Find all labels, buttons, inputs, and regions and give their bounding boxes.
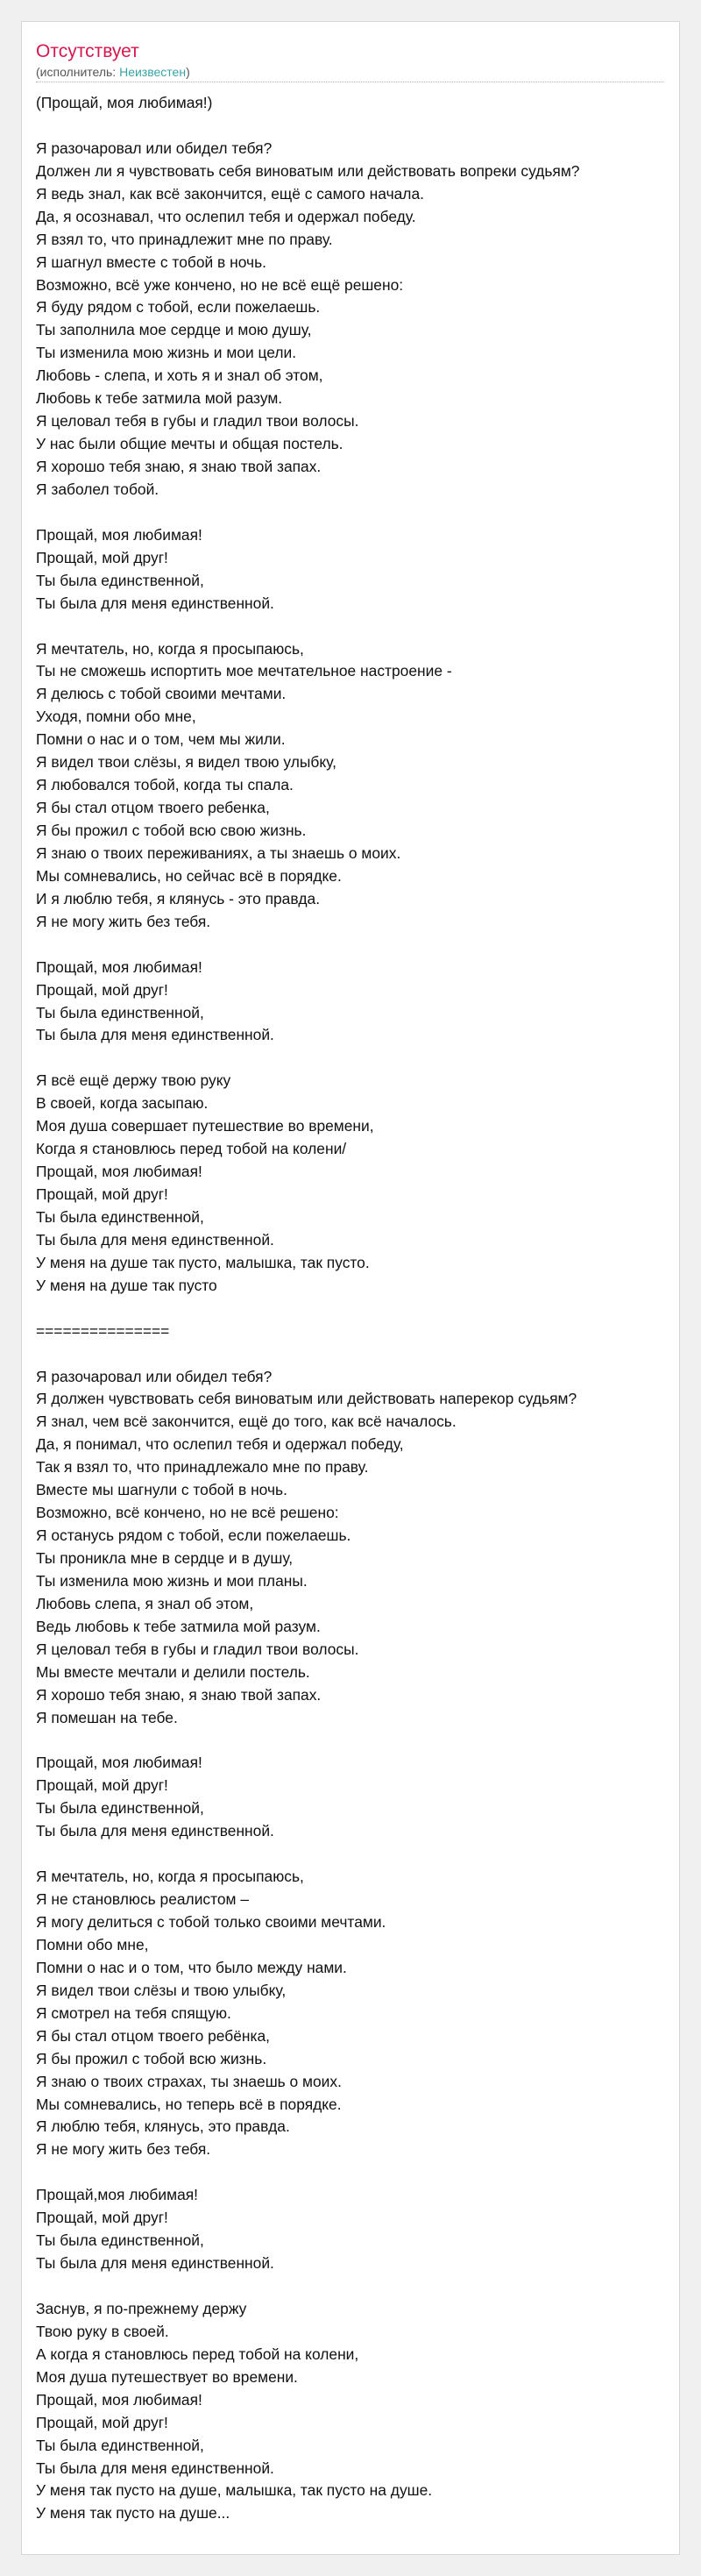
lyric-line: Прощай, моя любимая! [36,957,202,976]
lyric-line: Я мечтатель, но, когда я просыпаюсь, [36,639,304,658]
lyric-line: Прощай, мой друг! [36,2413,168,2431]
artist-link[interactable]: Неизвестен [119,65,187,79]
lyric-line: Ты была для меня единственной. [36,1230,274,1249]
lyric-line: Прощай, мой друг! [36,1185,168,1203]
lyric-line: Я целовал тебя в губы и гладил твои волосы. [36,1640,359,1658]
lyric-line: Ты была единственной, [36,571,204,589]
lyric-line: У меня на душе так пусто [36,1276,217,1294]
lyric-line [36,1843,670,1866]
lyric-line: Любовь слепа, я знал об этом, [36,1594,254,1612]
lyric-line: Я разочаровал или обидел тебя? [36,1367,273,1385]
lyric-line: Я люблю тебя, клянусь, это правда. [36,2117,290,2136]
lyric-line: Ты была для меня единственной. [36,2254,274,2273]
lyric-line [36,2161,670,2184]
lyric-line: У меня так пусто на душе, малышка, так пусто на душе. [36,2481,433,2500]
lyric-line: Мы вместе мечтали и делили постель. [36,1662,310,1681]
lyric-line: У меня на душе так пусто, малышка, так пусто. [36,1253,370,1271]
lyric-line [36,1298,670,1320]
lyric-line [36,1047,670,1070]
lyric-line: А когда я становлюсь перед тобой на колени, [36,2345,359,2363]
lyric-line: Я смотрел на тебя спящую. [36,2003,231,2022]
lyric-line: =============== [36,1321,170,1340]
song-title: Отсутствует [36,41,139,61]
lyric-line: Прощай, мой друг! [36,548,168,566]
lyric-line [36,616,670,638]
lyric-line: Любовь к тебе затмила мой разум. [36,389,283,408]
lyric-line: Ты была единственной, [36,1799,204,1818]
lyric-line: Я хорошо тебя знаю, я знаю твой запах. [36,1685,322,1704]
lyric-line: Прощай, мой друг! [36,1776,168,1795]
lyric-line: (Прощай, моя любимая!) [36,94,213,111]
lyric-line: Прощай,моя любимая! [36,2186,198,2204]
lyric-line: Я заболел тобой. [36,480,159,498]
lyric-line: Мы сомневались, но сейчас всё в порядке. [36,866,342,885]
lyric-line: Ты проникла мне в сердце и в душу, [36,1549,294,1567]
lyric-line: Когда я становлюсь перед тобой на колени/ [36,1140,347,1158]
lyric-line: Я не могу жить без тебя. [36,2140,211,2159]
lyric-line: Я могу делиться с тобой только своими мечтами. [36,1913,386,1931]
lyric-line: Я буду рядом с тобой, если пожелаешь. [36,298,321,317]
lyric-line: Я знал, чем всё закончится, ещё до того, как всё началось. [36,1413,457,1431]
lyric-line: Ты была единственной, [36,2231,204,2250]
lyric-line: У меня так пусто на душе... [36,2504,230,2523]
lyric-line: Ты была для меня единственной. [36,594,274,612]
lyric-line: Я бы стал отцом твоего ребёнка, [36,2026,270,2045]
lyric-line: Я хорошо тебя знаю, я знаю твой запах. [36,458,322,475]
lyric-line [36,934,670,957]
lyric-line: Я должен чувствовать себя виноватым или действовать наперекор судьям? [36,1390,577,1408]
lyric-line: Вместе мы шагнули с тобой в ночь. [36,1481,287,1499]
lyric-line: Я мечтатель, но, когда я просыпаюсь, [36,1868,304,1886]
lyric-line: Ты изменила мою жизнь и мои цели. [36,344,297,362]
lyric-line: Прощай, моя любимая! [36,1163,202,1181]
lyric-line: Прощай, мой друг! [36,980,168,999]
lyric-line: Я бы прожил с тобой всю свою жизнь. [36,822,307,839]
lyric-line: Заснув, я по-прежнему держу [36,2299,247,2317]
lyric-line: Ты не сможешь испортить мое мечтательное настроение - [36,662,452,680]
lyric-line: Я шагнул вместе с тобой в ночь. [36,253,266,271]
lyric-line: Я останусь рядом с тобой, если пожелаешь. [36,1526,351,1545]
lyric-line: И я люблю тебя, я клянусь - это правда. [36,889,321,907]
lyric-line: Ты была единственной, [36,1003,204,1021]
lyric-line: Возможно, всё кончено, но не всё решено: [36,1504,339,1522]
lyric-line [36,1343,670,1366]
lyric-line: Я взял то, что принадлежит мне по праву. [36,230,333,248]
lyric-line: Я знаю о твоих страхах, ты знаешь о моих. [36,2072,342,2090]
lyric-line [36,1730,670,1753]
lyric-line: Я любовался тобой, когда ты спала. [36,776,294,794]
lyric-line: В своей, когда засыпаю. [36,1094,209,1113]
artist-suffix: ) [186,65,190,79]
lyric-line: Ты была для меня единственной. [36,1026,274,1044]
lyric-line: Я всё ещё держу твою руку [36,1071,231,1090]
lyric-line: Я делюсь с тобой своими мечтами. [36,685,287,703]
lyric-line: Возможно, всё уже кончено, но не всё ещё решено: [36,275,404,294]
lyric-line: Да, я осознавал, что ослепил тебя и одержал победу. [36,207,416,225]
lyric-line: Прощай, моя любимая! [36,525,202,544]
lyric-line: Должен ли я чувствовать себя виноватым или действовать вопреки судьям? [36,161,580,180]
lyric-line: Помни обо мне, [36,1935,149,1953]
lyrics-text [36,92,670,2525]
lyric-line: Так я взял то, что принадлежало мне по праву. [36,1458,369,1477]
lyric-line: Прощай, моя любимая! [36,1754,202,1772]
lyric-line: Уходя, помни обо мне, [36,708,196,726]
lyric-line: Прощай, мой друг! [36,2209,168,2227]
lyric-line: Я бы прожил с тобой всю жизнь. [36,2049,267,2067]
lyric-line: Да, я понимал, что ослепил тебя и одержал победу, [36,1435,404,1454]
lyric-line [36,115,670,138]
lyric-line: Я знаю о твоих переживаниях, а ты знаешь о моих. [36,843,401,862]
lyric-line: Моя душа путешествует во времени. [36,2367,298,2386]
lyric-line: Ты была для меня единственной. [36,1822,274,1840]
lyric-line: Прощай, моя любимая! [36,2390,202,2409]
lyric-line: У нас были общие мечты и общая постель. [36,435,343,453]
artist-line [36,64,190,80]
lyric-line [36,2275,670,2298]
lyric-line: Я помешан на тебе. [36,1708,178,1726]
lyric-line: Я целовал тебя в губы и гладил твои волосы. [36,412,359,431]
lyric-line: Ведь любовь к тебе затмила мой разум. [36,1617,321,1635]
lyric-line: Любовь - слепа, и хоть я и знал об этом, [36,366,323,385]
lyric-line: Я не могу жить без тебя. [36,912,211,930]
artist-prefix: (исполнитель: [36,65,120,79]
lyric-line: Ты была единственной, [36,2436,204,2454]
lyric-line: Помни о нас и о том, чем мы жили. [36,730,286,749]
lyric-line: Ты изменила мою жизнь и мои планы. [36,1571,308,1590]
lyric-line: Я видел твои слёзы, я видел твою улыбку, [36,753,336,772]
lyric-line: Ты заполнила мое сердце и мою душу, [36,321,312,339]
lyric-line: Ты была для меня единственной. [36,2459,274,2477]
lyric-line: Я бы стал отцом твоего ребенка, [36,799,270,817]
lyric-line: Ты была единственной, [36,1207,204,1226]
lyric-line: Я не становлюсь реалистом – [36,1890,250,1909]
lyric-line: Я разочаровал или обидел тебя? [36,139,273,157]
lyric-line: Я видел твои слёзы и твою улыбку, [36,1981,287,1999]
lyric-line: Я ведь знал, как всё закончится, ещё с самого начала. [36,184,424,203]
lyrics-card [21,21,680,2555]
lyric-line [36,502,670,524]
lyric-line: Моя душа совершает путешествие во времени, [36,1117,374,1135]
lyric-line: Твою руку в своей. [36,2322,169,2340]
lyric-line: Помни о нас и о том, что было между нами. [36,1958,347,1976]
lyric-line: Мы сомневались, но теперь всё в порядке. [36,2095,342,2113]
